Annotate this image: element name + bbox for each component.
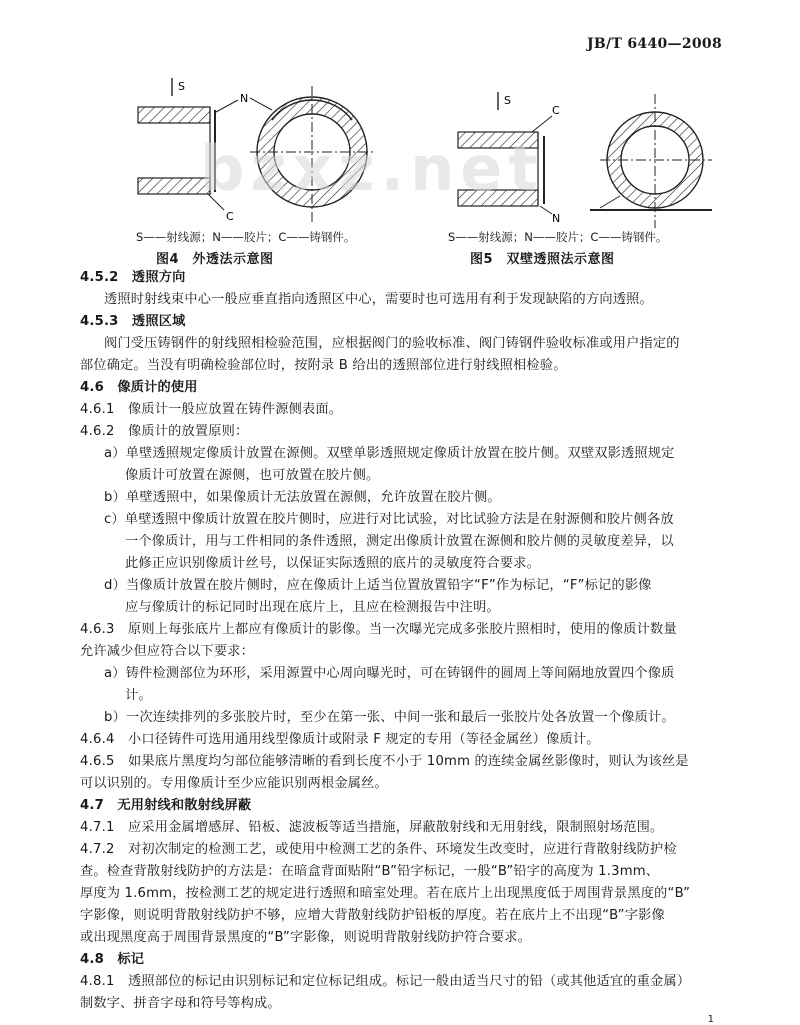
paragraph-line: 4.8.1 透照部位的标记由识别标记和定位标记组成。标记一般由适当尺寸的铅（或其他适宜的重金属） — [80, 974, 691, 989]
list-item-cont: 应与像质计的标记同时出现在底片上，且应在检测报告中注明。 — [125, 600, 500, 615]
list-item-cont: 一个像质计，用与工件相同的条件透照，测定出像质计放置在源侧和胶片侧的灵敏度差异，以 — [125, 534, 674, 549]
paragraph-line: 4.6.2 像质计的放置原则： — [80, 424, 249, 439]
fig5-label-c: C — [552, 104, 560, 117]
paragraph-line: 查。检查背散射线防护的方法是：在暗盒背面贴附“B”铅字标记，一般“B”铅字的高度为 1.3mm、 — [80, 864, 660, 879]
list-item-cont: 此修正应识别像质计丝号，以保证实际透照的底片的灵敏度符合要求。 — [125, 556, 541, 571]
fig4-label-n: N — [240, 92, 249, 105]
figure-4-caption: 图4 外透法示意图 — [156, 252, 274, 267]
list-item: b）一次连续排列的多张胶片时，至少在第一张、中间一张和最后一张胶片处各放置一个像质计。 — [104, 710, 675, 725]
list-item-cont: 像质计可放置在源侧，也可放置在胶片侧。 — [125, 468, 380, 483]
fig4-label-s: S — [178, 80, 185, 93]
paragraph-line: 允许减少但应符合以下要求： — [80, 644, 255, 659]
paragraph-line: 部位确定。当没有明确检验部位时，按附录 B 给出的透照部位进行射线照相检验。 — [80, 358, 567, 373]
figure-5-legend: S——射线源；N——胶片；C——铸钢件。 — [448, 230, 668, 244]
paragraph-line: 4.6.4 小口径铸件可选用通用线型像质计或附录 F 规定的专用（等径金属丝）像质计。 — [80, 732, 600, 747]
paragraph-line: 4.7.1 应采用金属增感屏、铅板、滤波板等适当措施，屏蔽散射线和无用射线，限制照射场范围。 — [80, 820, 664, 835]
paragraph-line: 或出现黑度高于周围背景黑度的“B”字影像，则说明背散射线防护符合要求。 — [80, 930, 531, 945]
footer-mark: 1 — [707, 1014, 714, 1025]
figure-4-legend: S——射线源；N——胶片；C——铸钢件。 — [136, 230, 356, 244]
heading-4-5-2: 4.5.2 透照方向 — [80, 270, 186, 285]
paragraph-line: 字影像，则说明背散射线防护不够，应增大背散射线防护铅板的厚度。若在底片上不出现“B”字影像 — [80, 908, 665, 923]
fig5-label-n: N — [552, 212, 561, 225]
fig5-label-s: S — [504, 94, 511, 107]
list-item-cont: 计。 — [125, 688, 152, 703]
paragraph-line: 阀门受压铸钢件的射线照相检验范围，应根据阀门的验收标准、阀门铸钢件验收标准或用户指定的 — [104, 336, 680, 351]
paragraph-line: 透照时射线束中心一般应垂直指向透照区中心，需要时也可选用有利于发现缺陷的方向透照。 — [104, 292, 653, 307]
paragraph-line: 厚度为 1.6mm，按检测工艺的规定进行透照和暗室处理。若在底片上出现黑度低于周围背景黑度的“B” — [80, 886, 691, 901]
heading-4-5-3: 4.5.3 透照区域 — [80, 314, 186, 329]
paragraph-line: 4.6.1 像质计一般应放置在铸件源侧表面。 — [80, 402, 343, 417]
standard-code: JB/T 6440—2008 — [587, 36, 722, 52]
paragraph-line: 4.7.2 对初次制定的检测工艺，或使用中检测工艺的条件、环境发生改变时，应进行背散射线防护检 — [80, 842, 677, 857]
watermark: bzxz.net — [200, 132, 544, 205]
list-item: c）单壁透照中像质计放置在胶片侧时，应进行对比试验，对比试验方法是在射源侧和胶片侧各放 — [104, 512, 674, 527]
paragraph-line: 4.6.5 如果底片黑度均匀部位能够清晰的看到长度不小于 10mm 的连续金属丝影像时，则认为该丝是 — [80, 754, 689, 769]
heading-4-8: 4.8 标记 — [80, 952, 145, 967]
paragraph-line: 可以识别的。专用像质计至少应能识别两根金属丝。 — [80, 776, 388, 791]
list-item: d）当像质计放置在胶片侧时，应在像质计上适当位置放置铅字“F”作为标记，“F”标记的影像 — [104, 578, 652, 593]
figure-5-caption: 图5 双壁透照法示意图 — [470, 252, 615, 267]
paragraph-line: 4.6.3 原则上每张底片上都应有像质计的影像。当一次曝光完成多张胶片照相时，使用的像质计数量 — [80, 622, 677, 637]
heading-4-6: 4.6 像质计的使用 — [80, 380, 198, 395]
list-item: a）单壁透照规定像质计放置在源侧。双壁单影透照规定像质计放置在胶片侧。双壁双影透照规定 — [104, 446, 675, 461]
list-item: a）铸件检测部位为环形，采用源置中心周向曝光时，可在铸钢件的圆周上等间隔地放置四个像质 — [104, 666, 675, 681]
paragraph-line: 制数字、拼音字母和符号等构成。 — [80, 996, 281, 1011]
list-item: b）单壁透照中，如果像质计无法放置在源侧，允许放置在胶片侧。 — [104, 490, 501, 505]
pipe-wall-top — [138, 107, 210, 123]
heading-4-7: 4.7 无用射线和散射线屏蔽 — [80, 798, 252, 813]
fig4-label-c: C — [226, 210, 234, 223]
